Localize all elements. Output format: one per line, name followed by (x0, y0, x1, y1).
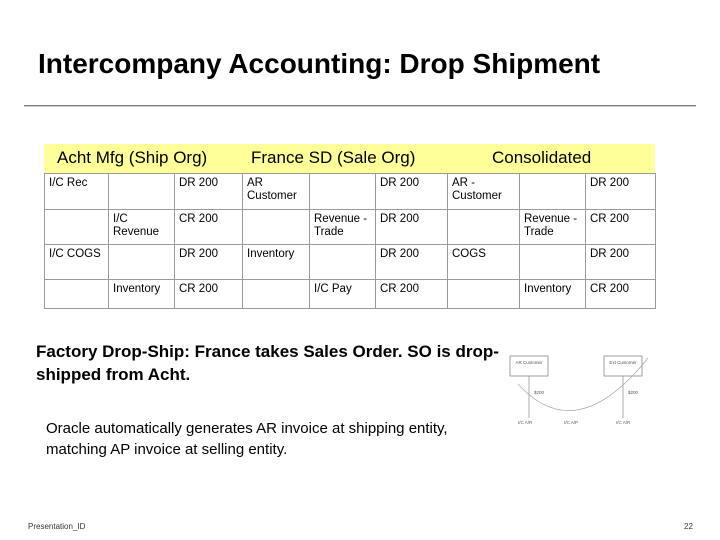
diagram-bottom-mid: I/C A/P (564, 420, 579, 425)
table-row (45, 174, 656, 210)
ledger-table (44, 173, 656, 309)
table-cell (45, 280, 109, 309)
diagram-left-value: $200 (534, 390, 545, 395)
table-cell: DR 200 (175, 245, 243, 280)
diagram-left-box (510, 356, 548, 376)
table-cell (243, 280, 310, 309)
drop-ship-flow-diagram (498, 348, 678, 438)
table-cell (520, 174, 586, 210)
table-cell: CR 200 (175, 280, 243, 309)
table-cell: I/C Revenue (109, 210, 175, 245)
table-cell (310, 245, 376, 280)
table-cell: DR 200 (376, 174, 448, 210)
diagram-left-box-label: AR Customer (515, 360, 543, 365)
table-cell: I/C Pay (310, 280, 376, 309)
table-cell: CR 200 (376, 280, 448, 309)
table-cell: DR 200 (586, 245, 656, 280)
diagram-bottom-left: I/C A/R (518, 420, 533, 425)
page-number: 22 (684, 522, 693, 531)
diagram-bottom-right: I/C A/R (616, 420, 631, 425)
table-cell: Revenue - Trade (310, 210, 376, 245)
header-consolidated: Consolidated (492, 148, 592, 167)
table-cell: I/C COGS (45, 245, 109, 280)
table-cell: AR - Customer (448, 174, 520, 210)
table-cell (310, 174, 376, 210)
table-cell: Inventory (520, 280, 586, 309)
table-row (45, 210, 656, 245)
slide-title: Intercompany Accounting: Drop Shipment (38, 48, 601, 79)
table-cell (520, 245, 586, 280)
primary-description: Factory Drop-Ship: France takes Sales Order. SO is drop-shipped from Acht. (36, 342, 499, 384)
table-row (45, 280, 656, 309)
table-cell: DR 200 (376, 245, 448, 280)
table-cell: CR 200 (586, 210, 656, 245)
table-cell: DR 200 (586, 174, 656, 210)
table-cell (45, 210, 109, 245)
table-cell (109, 245, 175, 280)
table-cell: CR 200 (586, 280, 656, 309)
header-ship-org: Acht Mfg (Ship Org) (57, 148, 208, 167)
table-cell (448, 280, 520, 309)
diagram-right-box-label: Ext Customer (609, 360, 637, 365)
title-divider-shadow (24, 106, 696, 107)
table-cell (109, 174, 175, 210)
table-cell: Inventory (243, 245, 310, 280)
table-cell (243, 210, 310, 245)
table-cell: I/C Rec (45, 174, 109, 210)
table-cell: Inventory (109, 280, 175, 309)
table-cell (448, 210, 520, 245)
table-row (45, 245, 656, 280)
table-cell: COGS (448, 245, 520, 280)
table-cell: Revenue - Trade (520, 210, 586, 245)
diagram-right-box (604, 356, 642, 376)
header-sale-org: France SD (Sale Org) (251, 148, 416, 167)
table-cell: DR 200 (376, 210, 448, 245)
table-cell: DR 200 (175, 174, 243, 210)
diagram-right-value: $200 (628, 390, 639, 395)
secondary-description: Oracle automatically generates AR invoice at shipping entity, matching AP invoice at selling entity. (46, 420, 448, 458)
footer-presentation-id: Presentation_ID (28, 522, 86, 531)
table-cell: AR Customer (243, 174, 310, 210)
table-cell: CR 200 (175, 210, 243, 245)
